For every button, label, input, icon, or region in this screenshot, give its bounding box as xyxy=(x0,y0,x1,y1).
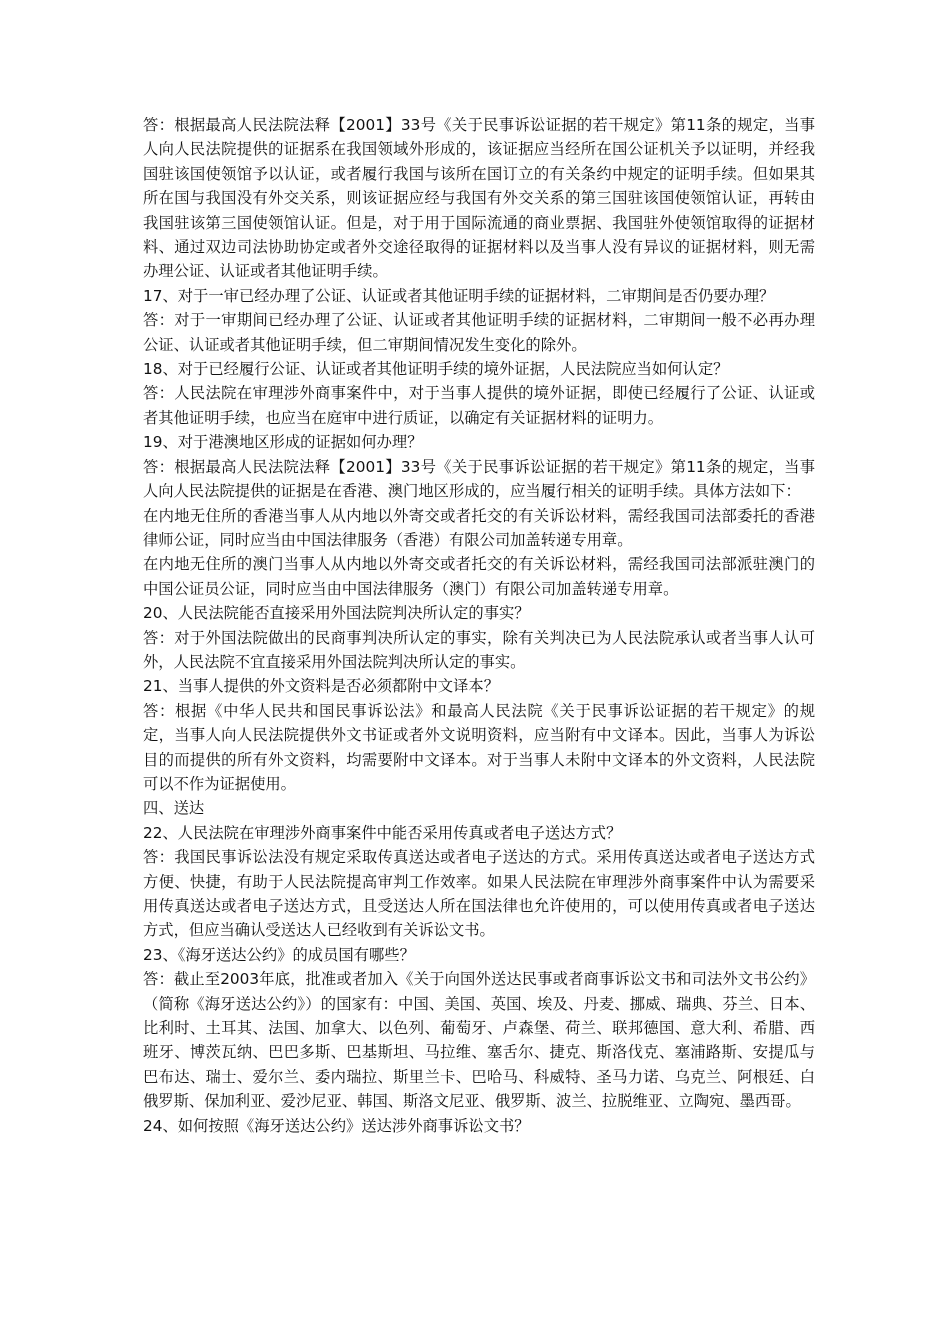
answer-21-paragraph: 答：根据《中华人民共和国民事诉讼法》和最高人民法院《关于民事诉讼证据的若干规定》的规定，当事人向人民法院提供外文书证或者外文说明资料，应当附有中文译本。因此，当事人为诉讼目的而提供的所有外文资料，均需要附中文译本。对于当事人未附中文译本的外文资料，人民法院可以不作为证据使用。 xyxy=(143,701,815,793)
document-body xyxy=(143,113,815,1138)
answer-19-paragraph: 答：根据最高人民法院法释【2001】33号《关于民事诉讼证据的若干规定》第11条的规定，当事人向人民法院提供的证据是在香港、澳门地区形成的，应当履行相关的证明手续。具体方法如下： xyxy=(143,457,815,501)
question-24-heading: 24、如何按照《海牙送达公约》送达涉外商事诉讼文书？ xyxy=(143,1116,530,1135)
question-19-heading: 19、对于港澳地区形成的证据如何办理？ xyxy=(143,433,423,452)
question-23-heading: 23、《海牙送达公约》的成员国有哪些？ xyxy=(143,945,415,964)
answer-17-paragraph: 答：对于一审期间已经办理了公证、认证或者其他证明手续的证据材料，二审期间一般不必再办理公证、认证或者其他证明手续，但二审期间情况发生变化的除外。 xyxy=(143,311,815,354)
question-17-heading: 17、对于一审已经办理了公证、认证或者其他证明手续的证据材料，二审期间是否仍要办理？ xyxy=(143,286,775,305)
answer-19-hongkong-paragraph: 在内地无住所的香港当事人从内地以外寄交或者托交的有关诉讼材料，需经我国司法部委托的香港律师公证，同时应当由中国法律服务（香港）有限公司加盖转递专用章。 xyxy=(143,506,815,549)
section-4-heading: 四、送达 xyxy=(143,799,205,818)
question-21-heading: 21、当事人提供的外文资料是否必须都附中文译本？ xyxy=(143,677,499,696)
answer-18-paragraph: 答：人民法院在审理涉外商事案件中，对于当事人提供的境外证据，即使已经履行了公证、认证或者其他证明手续，也应当在庭审中进行质证，以确定有关证据材料的证明力。 xyxy=(143,384,815,427)
question-22-heading: 22、人民法院在审理涉外商事案件中能否采用传真或者电子送达方式？ xyxy=(143,823,622,842)
answer-22-paragraph: 答：我国民事诉讼法没有规定采取传真送达或者电子送达的方式。采用传真送达或者电子送达方式方便、快捷，有助于人民法院提高审判工作效率。如果人民法院在审理涉外商事案件中认为需要采用传真送达或者电子送达方式，且受送达人所在国法律也允许使用的，可以使用传真或者电子送达方式，但应当确认受送达人已经收到有关诉讼文书。 xyxy=(143,848,815,940)
answer-20-paragraph: 答：对于外国法院做出的民商事判决所认定的事实，除有关判决已为人民法院承认或者当事人认可外，人民法院不宜直接采用外国法院判决所认定的事实。 xyxy=(143,628,815,671)
answer-19-macau-paragraph: 在内地无住所的澳门当事人从内地以外寄交或者托交的有关诉讼材料，需经我国司法部派驻澳门的中国公证员公证，同时应当由中国法律服务（澳门）有限公司加盖转递专用章。 xyxy=(143,555,815,598)
question-20-heading: 20、人民法院能否直接采用外国法院判决所认定的事实？ xyxy=(143,604,530,623)
question-18-heading: 18、对于已经履行公证、认证或者其他证明手续的境外证据，人民法院应当如何认定？ xyxy=(143,360,729,379)
answer-16-paragraph: 答：根据最高人民法院法释【2001】33号《关于民事诉讼证据的若干规定》第11条的规定，当事人向人民法院提供的证据系在我国领域外形成的，该证据应当经所在国公证机关予以证明，并经我国驻该国使领馆予以认证，或者履行我国与该所在国订立的有关条约中规定的证明手续。但如果其所在国与我国没有外交关系，则该证据应经与我国有外交关系的第三国驻该国使领馆认证，再转由我国驻该第三国使领馆认证。但是，对于用于国际流通的商业票据、我国驻外使领馆取得的证据材料、通过双边司法协助协定或者外交途径取得的证据材料以及当事人没有异议的证据材料，则无需办理公证、认证或者其他证明手续。 xyxy=(143,116,815,281)
answer-23-paragraph: 答：截止至2003年底，批准或者加入《关于向国外送达民事或者商事诉讼文书和司法外文书公约》（简称《海牙送达公约》）的国家有：中国、美国、英国、埃及、丹麦、挪威、瑞典、芬兰、日本、比利时、土耳其、法国、加拿大、以色列、葡萄牙、卢森堡、荷兰、联邦德国、意大利、希腊、西班牙、博茨瓦纳、巴巴多斯、巴基斯坦、马拉维、塞舌尔、捷克、斯洛伐克、塞浦路斯、安提瓜与巴布达、瑞士、爱尔兰、委内瑞拉、斯里兰卡、巴哈马、科威特、圣马力诺、乌克兰、阿根廷、白俄罗斯、保加利亚、爱沙尼亚、韩国、斯洛文尼亚、俄罗斯、波兰、拉脱维亚、立陶宛、墨西哥。 xyxy=(143,970,815,1111)
